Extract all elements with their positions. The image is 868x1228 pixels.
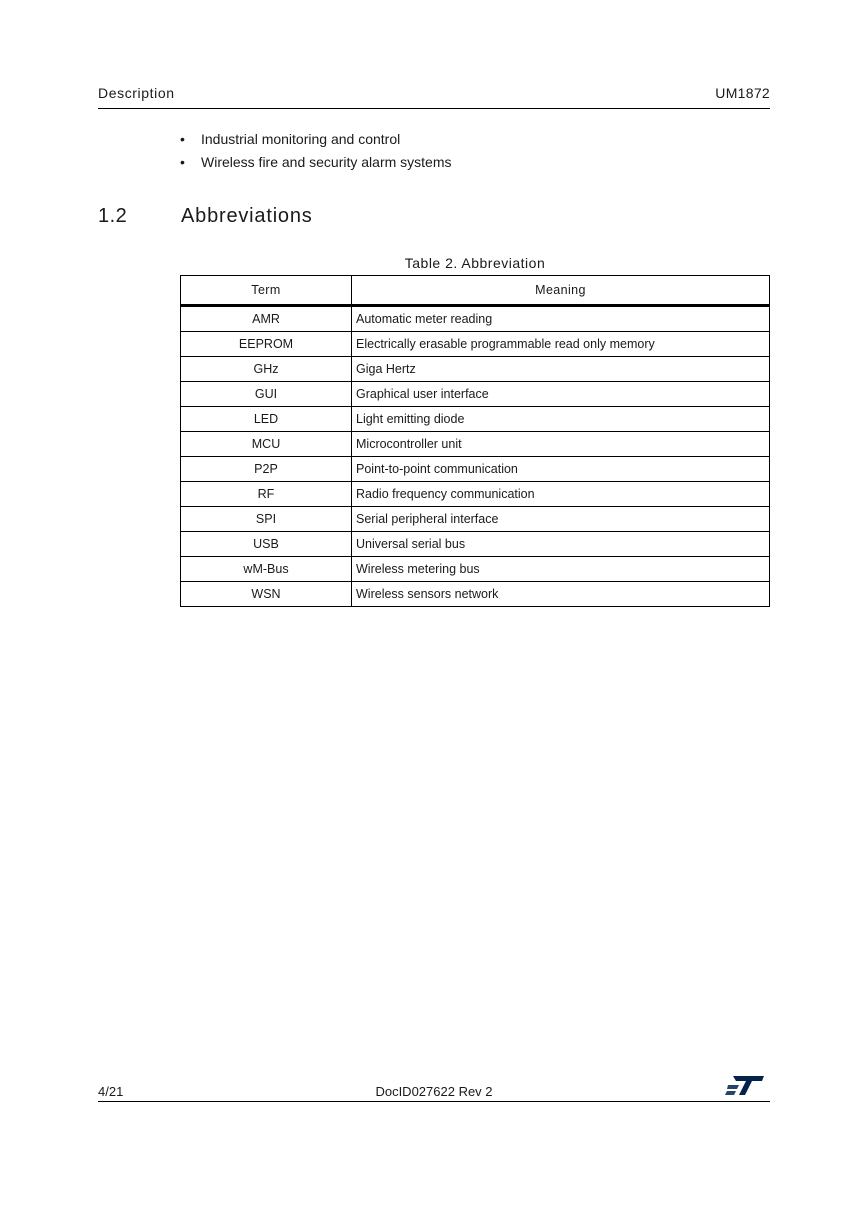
bullet-glyph: •: [180, 131, 185, 147]
bullet-text: Industrial monitoring and control: [201, 131, 401, 147]
meaning-cell: Wireless sensors network: [352, 582, 770, 607]
table-row: [181, 407, 770, 432]
term-cell: USB: [181, 532, 352, 557]
term-cell: AMR: [181, 306, 352, 332]
meaning-cell: Serial peripheral interface: [352, 507, 770, 532]
term-cell: LED: [181, 407, 352, 432]
table-row: [181, 532, 770, 557]
list-item: [180, 153, 452, 176]
column-header-term: Term: [181, 276, 352, 306]
table-row: [181, 306, 770, 332]
table-row: [181, 332, 770, 357]
meaning-cell: Microcontroller unit: [352, 432, 770, 457]
table-row: [181, 357, 770, 382]
term-cell: wM-Bus: [181, 557, 352, 582]
column-header-meaning: Meaning: [352, 276, 770, 306]
page-footer: [98, 1073, 770, 1102]
meaning-cell: Wireless metering bus: [352, 557, 770, 582]
table-row: [181, 482, 770, 507]
abbreviation-table: [180, 275, 770, 607]
term-cell: GHz: [181, 357, 352, 382]
list-item: [180, 130, 452, 153]
section-title: Abbreviations: [181, 205, 313, 227]
term-cell: MCU: [181, 432, 352, 457]
page-header: [98, 84, 770, 109]
table-header-row: [181, 276, 770, 306]
table-row: [181, 507, 770, 532]
doc-id: DocID027622 Rev 2: [375, 1084, 493, 1099]
table-body: [181, 306, 770, 607]
table-row: [181, 382, 770, 407]
term-cell: P2P: [181, 457, 352, 482]
meaning-cell: Automatic meter reading: [352, 306, 770, 332]
table-row: [181, 557, 770, 582]
page-number: 4/21: [98, 1084, 124, 1099]
meaning-cell: Light emitting diode: [352, 407, 770, 432]
meaning-cell: Point-to-point communication: [352, 457, 770, 482]
table-row: [181, 432, 770, 457]
meaning-cell: Giga Hertz: [352, 357, 770, 382]
term-cell: GUI: [181, 382, 352, 407]
meaning-cell: Radio frequency communication: [352, 482, 770, 507]
bullet-text: Wireless fire and security alarm systems: [201, 154, 452, 170]
meaning-cell: Electrically erasable programmable read only memory: [352, 332, 770, 357]
term-cell: RF: [181, 482, 352, 507]
bullet-list: [180, 130, 452, 176]
header-section-label: Description: [98, 85, 175, 101]
section-number: 1.2: [98, 205, 128, 227]
term-cell: SPI: [181, 507, 352, 532]
table-row: [181, 582, 770, 607]
table-caption: Table 2. Abbreviation: [404, 255, 546, 271]
st-logo-icon: [724, 1073, 766, 1102]
term-cell: WSN: [181, 582, 352, 607]
term-cell: EEPROM: [181, 332, 352, 357]
bullet-glyph: •: [180, 154, 185, 170]
meaning-cell: Graphical user interface: [352, 382, 770, 407]
meaning-cell: Universal serial bus: [352, 532, 770, 557]
table-row: [181, 457, 770, 482]
header-doc-label: UM1872: [715, 85, 770, 101]
